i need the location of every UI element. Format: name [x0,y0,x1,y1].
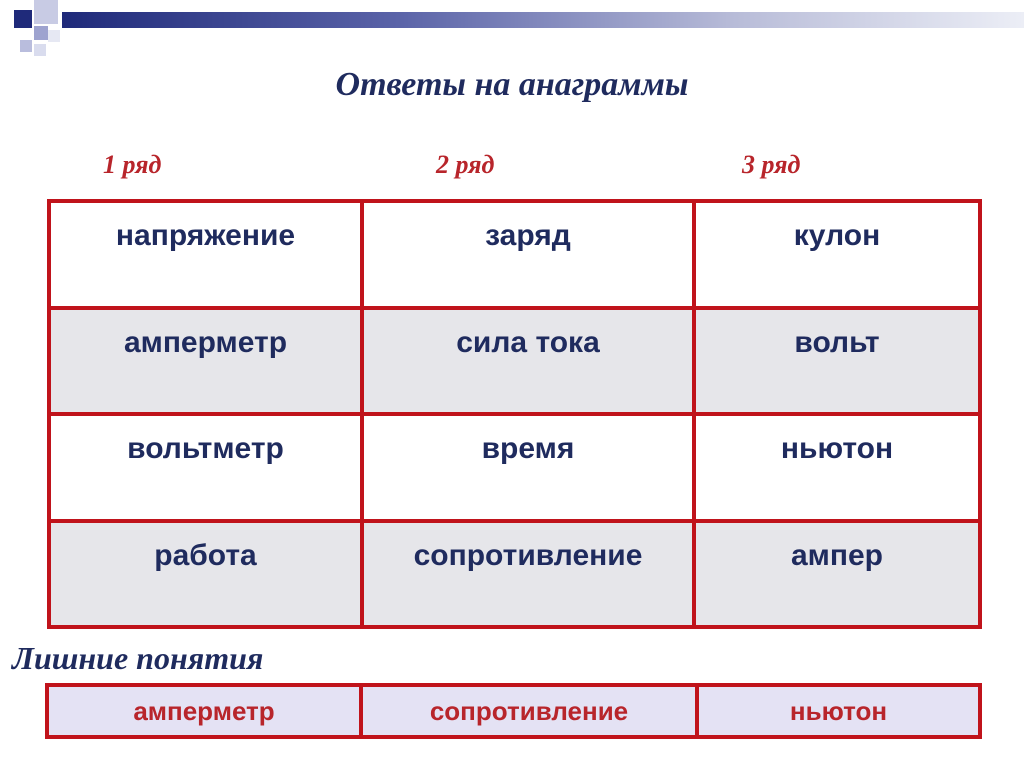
answers-table [47,199,982,629]
table-cell: ампер [694,521,980,628]
decor-square [48,30,60,42]
table-cell: вольт [694,308,980,415]
decor-square [34,44,46,56]
decor-square [34,26,48,40]
table-cell: амперметр [49,308,362,415]
extra-cell: амперметр [47,685,361,737]
table-cell: ньютон [694,414,980,521]
table-row [49,201,980,308]
decor-square [34,0,58,24]
column-header-3: 3 ряд [742,150,801,179]
table-cell: сила тока [362,308,694,415]
decor-square [20,40,32,52]
table-cell: сопротивление [362,521,694,628]
extra-cell: сопротивление [361,685,697,737]
table-row [49,414,980,521]
extra-concepts-title: Лишние понятия [12,640,264,676]
table-cell: кулон [694,201,980,308]
table-row [49,521,980,628]
extra-concepts-table [45,683,982,739]
page-title: Ответы на анаграммы [335,66,689,103]
table-cell: напряжение [49,201,362,308]
decor-square [14,10,32,28]
extra-cell: ньютон [697,685,980,737]
table-cell: вольтметр [49,414,362,521]
table-cell: время [362,414,694,521]
table-cell: заряд [362,201,694,308]
table-row [47,685,980,737]
header-gradient-bar [62,12,1024,28]
column-header-1: 1 ряд [103,150,162,179]
table-cell: работа [49,521,362,628]
column-header-2: 2 ряд [436,150,495,179]
table-row [49,308,980,415]
